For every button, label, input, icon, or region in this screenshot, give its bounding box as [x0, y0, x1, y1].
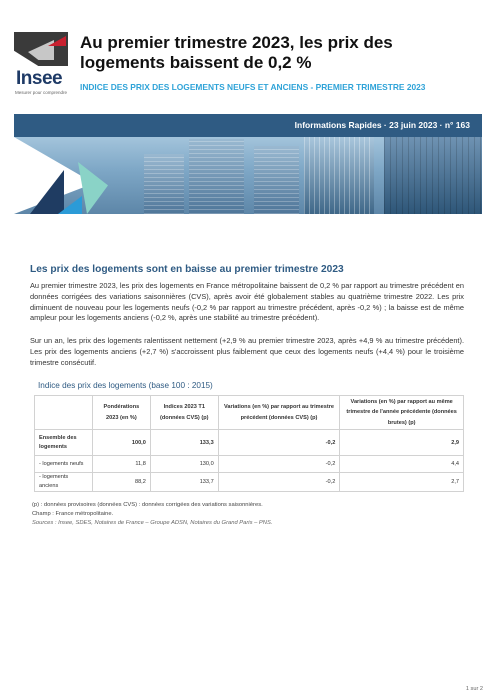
- cell-index: 130,0: [150, 456, 218, 473]
- cell-index: 133,7: [150, 473, 218, 492]
- paragraph: Sur un an, les prix des logements ralentissent nettement (+2,9 % au premier trimestre 2023, après +4,9 % au trimestre précédent). Les prix des logements anciens (+2,7 %) s'accroissent plus faiblement que ceux des logements neufs (+4,4 %) pour le troisième trimestre consécutif.: [30, 336, 464, 367]
- page-subtitle: INDICE DES PRIX DES LOGEMENTS NEUFS ET ANCIENS - PREMIER TRIMESTRE 2023: [80, 82, 426, 92]
- cell-weight: 88,2: [92, 473, 150, 492]
- cell-var-quarter: -0,2: [218, 456, 340, 473]
- table-title: Indice des prix des logements (base 100 : 2015): [38, 381, 213, 390]
- page-title: Au premier trimestre 2023, les prix des logements baissent de 0,2 %: [80, 33, 393, 72]
- table-row: [35, 456, 464, 473]
- logo-tagline: Mesurer pour comprendre: [15, 90, 68, 95]
- cell-var-year: 4,4: [340, 456, 464, 473]
- cell-var-quarter: -0,2: [218, 473, 340, 492]
- building-graphic: [189, 139, 244, 214]
- building-graphic: [384, 137, 482, 214]
- column-header: Pondérations 2023 (en %): [92, 396, 150, 430]
- page-number: 1 sur 2: [465, 686, 483, 692]
- cell-index: 133,3: [150, 430, 218, 456]
- building-graphic: [254, 146, 299, 214]
- building-graphic: [144, 154, 184, 214]
- row-label: Ensemble des logements: [35, 430, 93, 456]
- section-title: Les prix des logements sont en baisse au premier trimestre 2023: [30, 264, 344, 275]
- cell-weight: 100,0: [92, 430, 150, 456]
- banner-image: [14, 114, 482, 214]
- logo-text: Insee: [16, 68, 63, 89]
- banner-bar: [14, 114, 482, 137]
- column-header: Variations (en %) par rapport au trimestre précédent (données CVS) (p): [218, 396, 340, 430]
- cell-var-year: 2,9: [340, 430, 464, 456]
- column-header: [35, 396, 93, 430]
- table-sources: Sources : Insee, SDES, Notaires de France – Groupe ADSN, Notaires du Grand Paris – PNS.: [32, 520, 273, 526]
- row-label: - logements neufs: [35, 456, 93, 473]
- table-row: [35, 430, 464, 456]
- cell-weight: 11,8: [92, 456, 150, 473]
- price-index-table: [34, 395, 464, 492]
- table-note: Champ : France métropolitaine.: [32, 511, 114, 517]
- logo-mark-icon: [14, 32, 68, 66]
- column-header: Variations (en %) par rapport au même trimestre de l'année précédente (données brutes) (p): [340, 396, 464, 430]
- building-graphic: [304, 137, 374, 214]
- table-note: (p) : données provisoires (données CVS) : données corrigées des variations saisonnières.: [32, 502, 263, 508]
- insee-logo: [12, 32, 70, 98]
- table-row: [35, 473, 464, 492]
- column-header: Indices 2023 T1 (données CVS) (p): [150, 396, 218, 430]
- publication-info: Informations Rapides · 23 juin 2023 · n° 163: [294, 120, 470, 130]
- cell-var-year: 2,7: [340, 473, 464, 492]
- decor-triangle: [78, 162, 108, 214]
- table-header-row: [35, 396, 464, 430]
- row-label: - logements anciens: [35, 473, 93, 492]
- cell-var-quarter: -0,2: [218, 430, 340, 456]
- paragraph: Au premier trimestre 2023, les prix des logements en France métropolitaine baissent de 0,2 % par rapport au trimestre précédent en données corrigées des variations saisonnières (CVS), après avoir été globalement stables au quatrième trimestre 2022. Les prix diminuent de nouveau pour les logements neufs (-0,2 % par rapport au trimestre précédent, après -0,2 %) ; la baisse est de même ampleur pour les logements anciens (-0,2 %, après une stabilité au trimestre précédent).: [30, 281, 464, 323]
